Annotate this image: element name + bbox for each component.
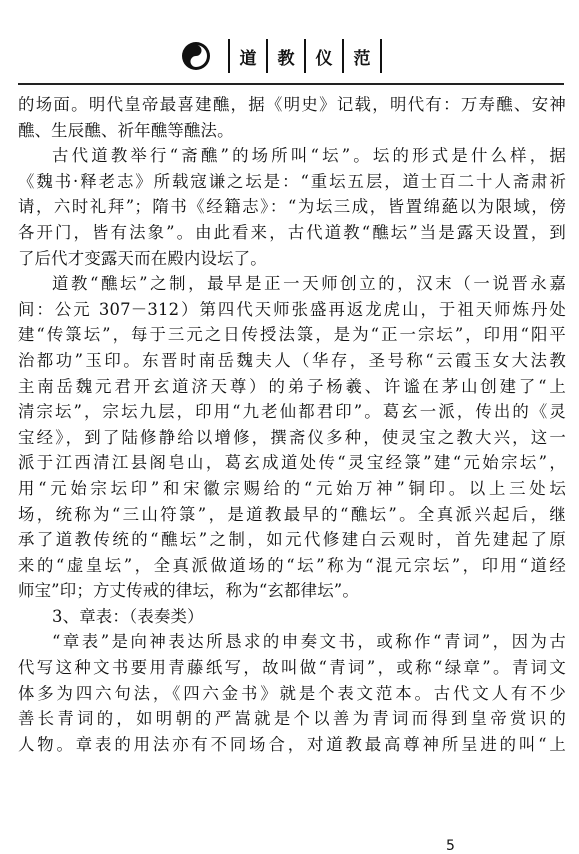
text-line: 各开门，皆有法象”。由此看来，古代道教“醮坛”当是露天设置，到 [18, 222, 566, 242]
text-line: 道教“醮坛”之制，最早是正一天师创立的，汉末（一说晋永嘉 [52, 274, 566, 294]
header-divider [342, 39, 344, 73]
header-rule [18, 83, 564, 85]
header-divider [380, 39, 382, 73]
text-line: 场，统称为“三山符箓”，是道教最早的“醮坛”。全真派兴起后，继 [18, 504, 566, 524]
header-char: 范 [353, 48, 371, 69]
text-line: “章表”是向神表达所恳求的申奏文书，或称作“青词”，因为古 [52, 632, 566, 652]
text-line: 醮、生辰醮、祈年醮等醮法。 [18, 120, 234, 140]
text-line: 善长青词的，如明朝的严嵩就是个以善为青词而得到皇帝赏识的 [18, 709, 566, 729]
body-text [18, 92, 566, 757]
text-line: 主南岳魏元君开玄道济天尊）的弟子杨羲、许谧在茅山创建了“上 [18, 376, 566, 396]
header-divider [304, 39, 306, 73]
text-line: 代写这种文书要用青藤纸写，故叫做“青词”，或称“绿章”。青词文 [18, 658, 566, 678]
text-line: 承了道教传统的“醮坛”之制，如元代修建白云观时，首先建起了原 [18, 530, 566, 550]
text-line: 间：公元 307－312）第四代天师张盛再返龙虎山，于祖天师炼丹处 [18, 299, 566, 319]
text-line: 了后代才变露天而在殿内设坛了。 [18, 248, 267, 268]
header-char: 仪 [315, 48, 333, 69]
header-title [220, 39, 390, 73]
text-line: 来的“虚皇坛”，全真派做道场的“坛”称为“混元宗坛”，印用“道经 [18, 555, 566, 575]
header-divider [228, 39, 230, 73]
section-heading: 3、章表：（表奏类） [52, 606, 204, 626]
text-line: 派于江西清江县阁皂山，葛玄成道处传“灵宝经箓”建“元始宗坛”， [18, 453, 566, 473]
header-char: 教 [277, 48, 295, 69]
text-line: 体多为四六句法，《四六金书》就是个表文范本。古代文人有不少 [18, 683, 566, 703]
page-number: 5 [446, 838, 455, 854]
header-divider [266, 39, 268, 73]
header-char: 道 [239, 48, 257, 69]
text-line: 人物。章表的用法亦有不同场合，对道教最高尊神所呈进的叫“上 [18, 734, 566, 754]
running-header [182, 36, 390, 76]
text-line: 建“传箓坛”，每于三元之日传授法箓，是为“正一宗坛”，印用“阳平 [18, 325, 566, 345]
taiji-icon [182, 42, 210, 70]
text-line: 古代道教举行“斋醮”的场所叫“坛”。坛的形式是什么样，据 [52, 146, 566, 166]
text-line: 治都功”玉印。东晋时南岳魏夫人（华存，圣号称“云霞玉女大法教 [18, 350, 566, 370]
text-line: 宝经》，到了陆修静给以增修，撰斋仪多种，使灵宝之教大兴，这一 [18, 427, 566, 447]
text-line: 清宗坛”，宗坛九层，印用“九老仙都君印”。葛玄一派，传出的《灵 [18, 402, 566, 422]
text-line: 《魏书·释老志》所载寇谦之坛是：“重坛五层，道士百二十人斋肃祈 [18, 171, 566, 191]
text-line: 师宝”印；方丈传戒的律坛，称为“玄都律坛”。 [18, 581, 359, 601]
text-line: 的场面。明代皇帝最喜建醮，据《明史》记载，明代有：万寿醮、安神 [18, 95, 566, 114]
text-line: 请，六时礼拜”；隋书《经籍志》：“为坛三成，皆置绵蕝以为限域，傍 [18, 197, 566, 217]
text-line: 用“元始宗坛印”和宋徽宗赐给的“元始万神”铜印。以上三处坛 [18, 478, 566, 498]
